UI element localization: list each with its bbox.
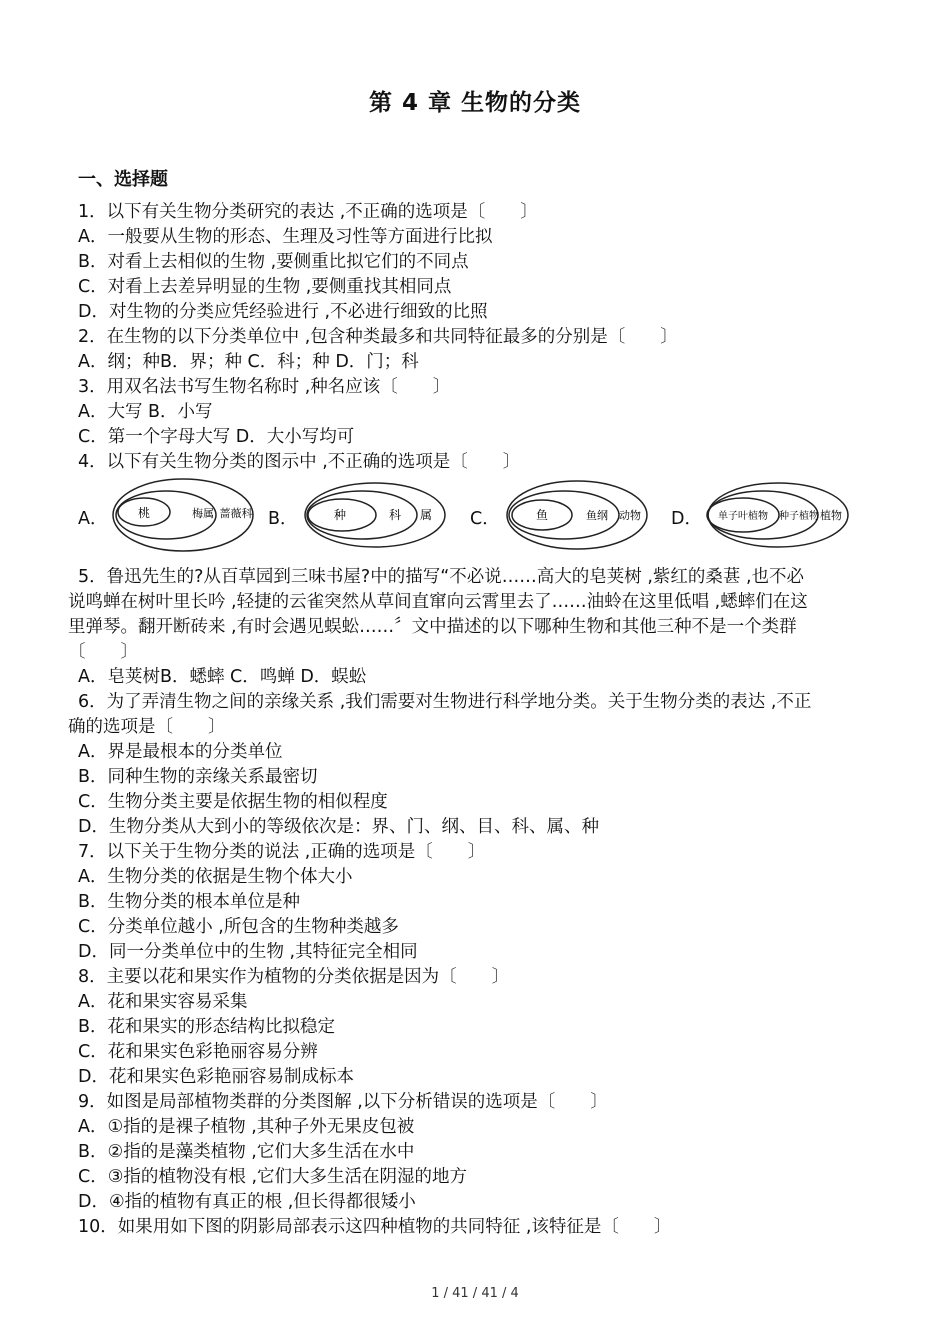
q6-option-c: C．生物分类主要是依据生物的相似程度 <box>78 792 388 812</box>
q3-options-2: C．第一个字母大写 D．大小写均可 <box>78 427 355 447</box>
diagram-b-middle-label: 科 <box>388 508 402 522</box>
q9-stem: 9．如图是局部植物类群的分类图解 ,以下分析错误的选项是〔 〕 <box>78 1092 608 1112</box>
diagram-d-inner-label: 单子叶植物 <box>718 511 768 522</box>
diagram-d-middle-label: 种子植物 <box>779 511 819 522</box>
q1-option-a: A．一般要从生物的形态、生理及习性等方面进行比拟 <box>78 227 493 247</box>
diagram-a-middle-label: 梅属 <box>192 507 214 520</box>
q1-option-d: D．对生物的分类应凭经验进行 ,不必进行细致的比照 <box>78 302 488 322</box>
question-list <box>68 200 884 1240</box>
q6-line-2: 确的选项是〔 〕 <box>68 717 226 737</box>
q7-option-a: A．生物分类的依据是生物个体大小 <box>78 867 353 887</box>
q4-option-a <box>78 475 258 565</box>
diagram-d-outer-label: 植物 <box>820 509 842 522</box>
q1-option-b: B．对看上去相似的生物 ,要侧重比拟它们的不同点 <box>78 252 469 272</box>
q5-options: A．皂荚树B．蟋蟀 C．鸣蝉 D．蜈蚣 <box>78 667 367 687</box>
q10-stem: 10．如果用如下图的阴影局部表示这四种植物的共同特征 ,该特征是〔 〕 <box>78 1217 672 1237</box>
q4-option-a-label: A． <box>78 509 108 529</box>
diagram-b-outer-label: 属 <box>419 508 433 522</box>
q6-option-d: D．生物分类从大到小的等级依次是：界、门、纲、目、科、属、种 <box>78 817 599 837</box>
q3-options-1: A．大写 B．小写 <box>78 402 213 422</box>
page-number: 1 / 41 / 41 / 4 <box>431 1286 519 1301</box>
q8-option-a: A．花和果实容易采集 <box>78 992 248 1012</box>
q9-option-d: D．④指的植物有真正的根 ,但长得都很矮小 <box>78 1192 416 1212</box>
q4-option-b-label: B． <box>268 509 298 529</box>
q9-option-b: B．②指的是藻类植物 ,它们大多生活在水中 <box>78 1142 415 1162</box>
nested-ellipse-diagram-a <box>108 475 258 555</box>
nested-ellipse-diagram-c <box>502 475 652 555</box>
q4-option-d-label: D． <box>671 509 702 529</box>
diagram-c-middle-label: 鱼纲 <box>586 509 608 522</box>
q6-option-b: B．同种生物的亲缘关系最密切 <box>78 767 318 787</box>
q8-option-b: B．花和果实的形态结构比拟稳定 <box>78 1017 336 1037</box>
q3-stem: 3．用双名法书写生物名称时 ,种名应该〔 〕 <box>78 377 451 397</box>
diagram-c-inner-label: 鱼 <box>535 508 549 522</box>
q6-line-1: 6．为了弄清生物之间的亲缘关系 ,我们需要对生物进行科学地分类。关于生物分类的表达 ,不正 <box>78 692 812 712</box>
q2-options: A．纲；种B．界；种 C．科；种 D．门；科 <box>78 352 419 372</box>
q8-option-c: C．花和果实色彩艳丽容易分辨 <box>78 1042 318 1062</box>
diagram-a-inner-label: 桃 <box>137 506 151 520</box>
diagram-b-inner-label: 种 <box>333 508 347 522</box>
q5-line-1: 5．鲁迅先生的?从百草园到三味书屋?中的描写“不必说……高大的皂荚树 ,紫红的桑葚 ,也不必 <box>78 567 805 587</box>
q4-stem: 4．以下有关生物分类的图示中 ,不正确的选项是〔 〕 <box>78 452 521 472</box>
q7-option-d: D．同一分类单位中的生物 ,其特征完全相同 <box>78 942 418 962</box>
q7-option-b: B．生物分类的根本单位是种 <box>78 892 301 912</box>
nested-ellipse-diagram-d <box>703 475 853 555</box>
q1-option-c: C．对看上去差异明显的生物 ,要侧重找其相同点 <box>78 277 452 297</box>
q6-stem <box>68 690 884 740</box>
q4-diagram-options <box>78 475 884 565</box>
q4-option-b <box>268 475 458 565</box>
q5-line-3: 里弹琴。翻开断砖来 ,有时会遇见蜈蚣……〞文中描述的以下哪种生物和其他三种不是一个类群 <box>68 617 797 637</box>
q8-option-d: D．花和果实色彩艳丽容易制成标本 <box>78 1067 354 1087</box>
q9-option-c: C．③指的植物没有根 ,它们大多生活在阴湿的地方 <box>78 1167 468 1187</box>
q7-stem: 7．以下关于生物分类的说法 ,正确的选项是〔 〕 <box>78 842 486 862</box>
q2-stem: 2．在生物的以下分类单位中 ,包含种类最多和共同特征最多的分别是〔 〕 <box>78 327 678 347</box>
q4-option-d <box>671 475 871 565</box>
q5-line-2: 说鸣蝉在树叶里长吟 ,轻捷的云雀突然从草间直窜向云霄里去了……油蛉在这里低唱 ,蟋蟀们在这 <box>68 592 808 612</box>
q8-stem: 8．主要以花和果实作为植物的分类依据是因为〔 〕 <box>78 967 510 987</box>
q9-option-a: A．①指的是裸子植物 ,其种子外无果皮包被 <box>78 1117 415 1137</box>
q7-option-c: C．分类单位越小 ,所包含的生物种类越多 <box>78 917 399 937</box>
q4-option-c <box>470 475 650 565</box>
q6-option-a: A．界是最根本的分类单位 <box>78 742 283 762</box>
q4-option-c-label: C． <box>470 509 500 529</box>
page-title: 第 4 章 生物的分类 <box>368 90 582 116</box>
nested-ellipse-diagram-b <box>300 475 450 555</box>
q1-stem: 1．以下有关生物分类研究的表达 ,不正确的选项是〔 〕 <box>78 202 538 222</box>
section-heading: 一、选择题 <box>78 169 168 190</box>
q5-line-4: 〔 〕 <box>68 642 138 662</box>
diagram-a-outer-label: 蔷薇科 <box>219 507 253 520</box>
q5-stem <box>68 565 884 665</box>
diagram-c-outer-label: 动物 <box>619 509 641 522</box>
